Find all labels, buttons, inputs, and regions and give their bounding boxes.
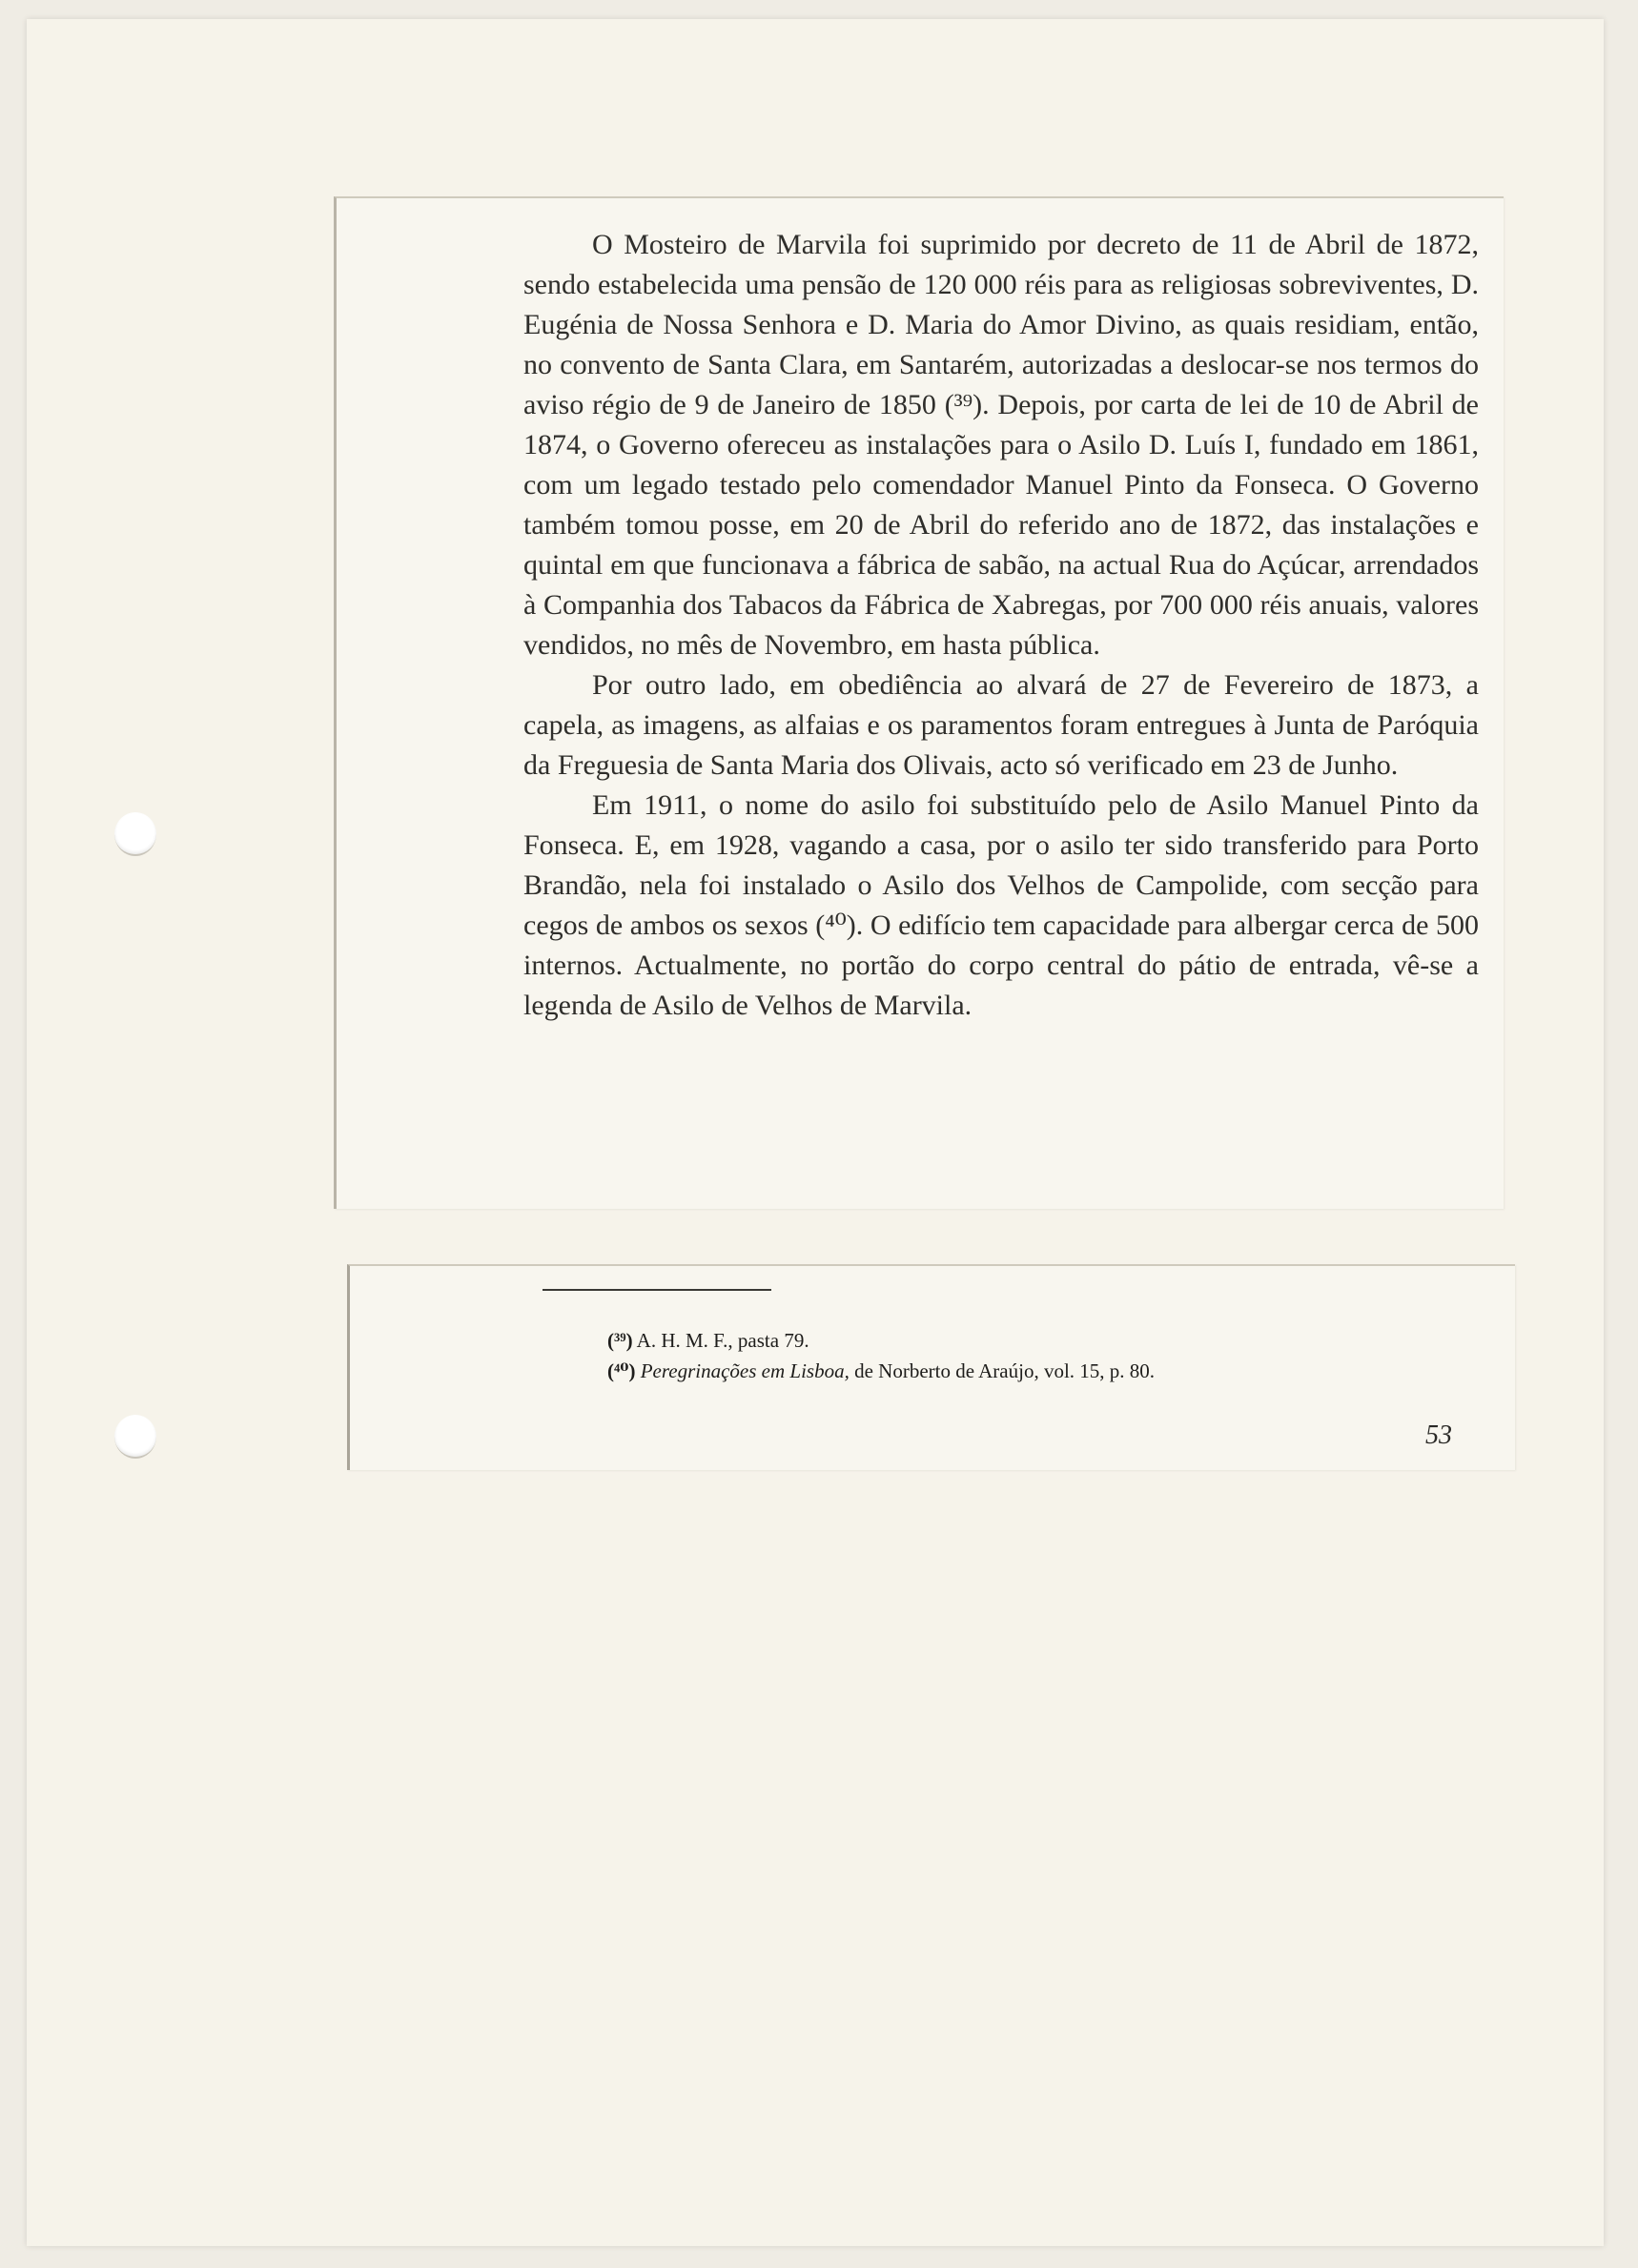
punch-hole [114, 812, 156, 856]
scanned-sheet [27, 19, 1604, 2246]
footnote-ref: (³⁹) [607, 1329, 633, 1352]
body-text [523, 225, 1479, 1026]
page-number: 53 [1425, 1420, 1452, 1450]
footnote-title: Peregrinações em Lisboa, [640, 1359, 850, 1382]
paragraph: Por outro lado, em obediência ao alvará de 27 de Fevereiro de 1873, a capela, as imagens, as alfaias e os paramentos foram entregues à Junta de Paróquia da Freguesia de Santa Maria dos Olivais, acto só verificado em 23 de Junho. [523, 669, 1479, 781]
footnotes [607, 1325, 1155, 1386]
main-text-clipping [334, 196, 1504, 1209]
footnote-ref: (⁴⁰) [607, 1359, 636, 1382]
footnote-text: de Norberto de Araújo, vol. 15, p. 80. [849, 1359, 1156, 1382]
footnote-separator [543, 1289, 771, 1291]
footnote-text: A. H. M. F., pasta 79. [636, 1329, 809, 1352]
footnotes-clipping [347, 1264, 1515, 1470]
footnote [607, 1325, 1155, 1356]
footnote [607, 1356, 1155, 1386]
paragraph: Em 1911, o nome do asilo foi substituído pelo de Asilo Manuel Pinto da Fonseca. E, em 1928, vagando a casa, por o asilo ter sido transferido para Porto Brandão, nela foi instalado o Asilo dos Velhos de Campolide, com secção para cegos de ambos os sexos (⁴⁰). O edifício tem capacidade para albergar cerca de 500 internos. Actualmente, no portão do corpo central do pátio de entrada, vê-se a legenda de Asilo de Velhos de Marvila. [523, 789, 1479, 1021]
paragraph: O Mosteiro de Marvila foi suprimido por decreto de 11 de Abril de 1872, sendo estabelecida uma pensão de 120 000 réis para as religiosas sobreviventes, D. Eugénia de Nossa Senhora e D. Maria do Amor Divino, as quais residiam, então, no convento de Santa Clara, em Santarém, autorizadas a deslocar-se nos termos do aviso régio de 9 de Janeiro de 1850 (³⁹). Depois, por carta de lei de 10 de Abril de 1874, o Governo ofereceu as instalações para o Asilo D. Luís I, fundado em 1861, com um legado testado pelo comendador Manuel Pinto da Fonseca. O Governo também tomou posse, em 20 de Abril do referido ano de 1872, das instalações e quintal em que funcionava a fábrica de sabão, na actual Rua do Açúcar, arrendados à Companhia dos Tabacos da Fábrica de Xabregas, por 700 000 réis anuais, valores vendidos, no mês de Novembro, em hasta pública. [523, 229, 1479, 661]
punch-hole [114, 1415, 156, 1459]
